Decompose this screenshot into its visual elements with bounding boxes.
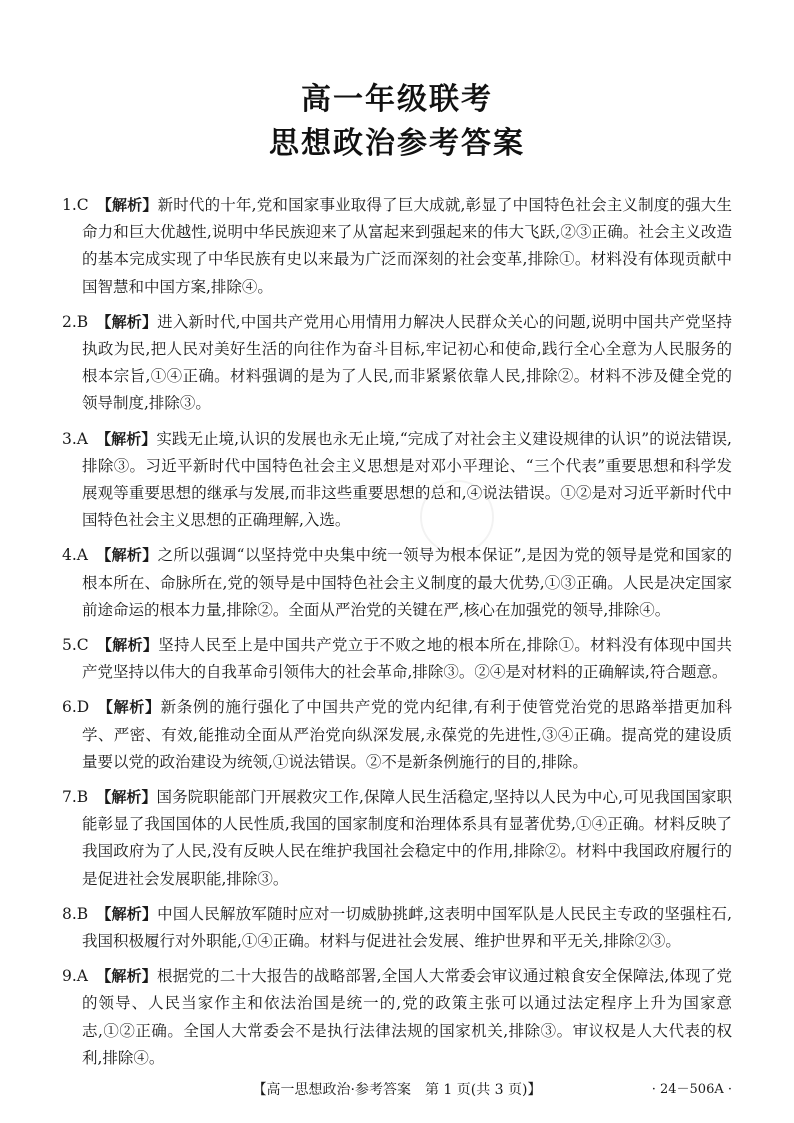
footer-page-info: 【高一思想政治·参考答案 第 1 页(共 3 页)】 bbox=[252, 1082, 542, 1098]
question-number: 6. bbox=[62, 698, 77, 717]
analysis-tag: 【解析】 bbox=[96, 312, 158, 331]
answer-item bbox=[62, 192, 732, 301]
answer-option: A bbox=[76, 967, 88, 986]
answer-option: C bbox=[76, 196, 89, 214]
answer-item bbox=[62, 542, 732, 624]
analysis-text: 中国人民解放军随时应对一切威胁挑衅,这表明中国军队是人民民主专政的坚强柱石,我国积极履行对外职能,①④正确。材料与促进社会发展、维护世界和平无关,排除②③。 bbox=[82, 904, 732, 951]
analysis-tag: 【解析】 bbox=[96, 636, 159, 655]
question-number: 5. bbox=[62, 636, 77, 655]
answer-option: B bbox=[76, 904, 89, 923]
analysis-tag: 【解析】 bbox=[96, 429, 157, 448]
question-number: 3. bbox=[62, 429, 77, 448]
answer-option: A bbox=[76, 429, 88, 448]
question-number: 7. bbox=[62, 788, 77, 807]
answer-option: B bbox=[76, 312, 89, 331]
answer-item bbox=[62, 694, 732, 776]
analysis-text: 之所以强调“以坚持党中央集中统一领导为根本保证”,是因为党的领导是党和国家的根本所在、命脉所在,党的领导是中国特色社会主义制度的最大优势,①③正确。人民是决定国家前途命运的根本力量,排除②。全面从严治党的关键在严,核心在加强党的领导,排除④。 bbox=[82, 546, 732, 619]
page-footer bbox=[0, 1079, 794, 1101]
answer-list bbox=[62, 192, 732, 1072]
answer-item bbox=[62, 632, 732, 686]
question-number: 2. bbox=[62, 312, 77, 331]
analysis-tag: 【解析】 bbox=[96, 904, 158, 923]
answer-key-title: 思想政治参考答案 bbox=[269, 126, 525, 161]
question-number: 4. bbox=[62, 546, 77, 565]
analysis-tag: 【解析】 bbox=[96, 196, 158, 214]
analysis-text: 坚持人民至上是中国共产党立于不败之地的根本所在,排除①。材料没有体现中国共产党坚持以伟大的自我革命引领伟大的社会革命,排除③。②④是对材料的正确解读,符合题意。 bbox=[82, 636, 732, 682]
answer-item bbox=[62, 426, 732, 535]
analysis-tag: 【解析】 bbox=[96, 546, 158, 565]
answer-option: A bbox=[76, 546, 88, 565]
answer-option: C bbox=[76, 636, 89, 655]
analysis-text: 新时代的十年,党和国家事业取得了巨大成就,彰显了中国特色社会主义制度的强大生命力和巨大优越性,说明中华民族迎来了从富起来到强起来的伟大飞跃,②③正确。社会主义改造的基本完成实现了中华民族有史以来最为广泛而深刻的社会变革,排除①。材料没有体现贡献中国智慧和中国方案,排除④。 bbox=[82, 196, 732, 296]
answer-item bbox=[62, 963, 732, 1072]
analysis-text: 进入新时代,中国共产党用心用情用力解决人民群众关心的问题,说明中国共产党坚持执政为民,把人民对美好生活的向往作为奋斗目标,牢记初心和使命,践行全心全意为人民服务的根本宗旨,①④正确。材料强调的是为了人民,而非紧紧依靠人民,排除②。材料不涉及健全党的领导制度,排除③。 bbox=[82, 312, 732, 413]
question-number: 9. bbox=[62, 967, 77, 986]
question-number: 8. bbox=[62, 904, 77, 923]
exam-title: 高一年级联考 bbox=[301, 82, 493, 117]
answer-item bbox=[62, 901, 732, 955]
answer-option: B bbox=[76, 788, 89, 807]
analysis-text: 实践无止境,认识的发展也永无止境,“完成了对社会主义建设规律的认识”的说法错误,排除③。习近平新时代中国特色社会主义思想是对邓小平理论、“三个代表”重要思想和科学发展观等重要思想的继承与发展,而非这些重要思想的总和,④说法错误。①②是对习近平新时代中国特色社会主义思想的正确理解,入选。 bbox=[82, 429, 732, 530]
analysis-tag: 【解析】 bbox=[97, 698, 161, 717]
question-number: 1. bbox=[62, 196, 77, 214]
analysis-tag: 【解析】 bbox=[96, 967, 157, 986]
answer-option: D bbox=[76, 698, 90, 717]
analysis-text: 国务院职能部门开展救灾工作,保障人民生活稳定,坚持以人民为中心,可见我国国家职能彰显了我国国体的人民性质,我国的国家制度和治理体系具有显著优势,①④正确。材料反映了我国政府为了人民,没有反映人民在维护我国社会稳定中的作用,排除②。材料中我国政府履行的是促进社会发展职能,排除③。 bbox=[82, 788, 732, 888]
title-block bbox=[62, 78, 732, 166]
answer-item bbox=[62, 309, 732, 418]
answer-item bbox=[62, 784, 732, 893]
footer-exam-code: · 24－506A · bbox=[651, 1082, 732, 1097]
watermark-seal bbox=[420, 480, 494, 554]
analysis-text: 根据党的二十大报告的战略部署,全国人大常委会审议通过粮食安全保障法,体现了党的领导、人民当家作主和依法治国是统一的,党的政策主张可以通过法定程序上升为国家意志,①②正确。全国人大常委会不是执行法律法规的国家机关,排除③。审议权是人大代表的权利,排除④。 bbox=[82, 967, 732, 1067]
analysis-tag: 【解析】 bbox=[96, 788, 157, 807]
analysis-text: 新条例的施行强化了中国共产党的党内纪律,有利于使管党治党的思路举措更加科学、严密、有效,能推动全面从严治党向纵深发展,永葆党的先进性,③④正确。提高党的建设质量要以党的政治建设为统领,①说法错误。②不是新条例施行的目的,排除。 bbox=[82, 698, 732, 771]
